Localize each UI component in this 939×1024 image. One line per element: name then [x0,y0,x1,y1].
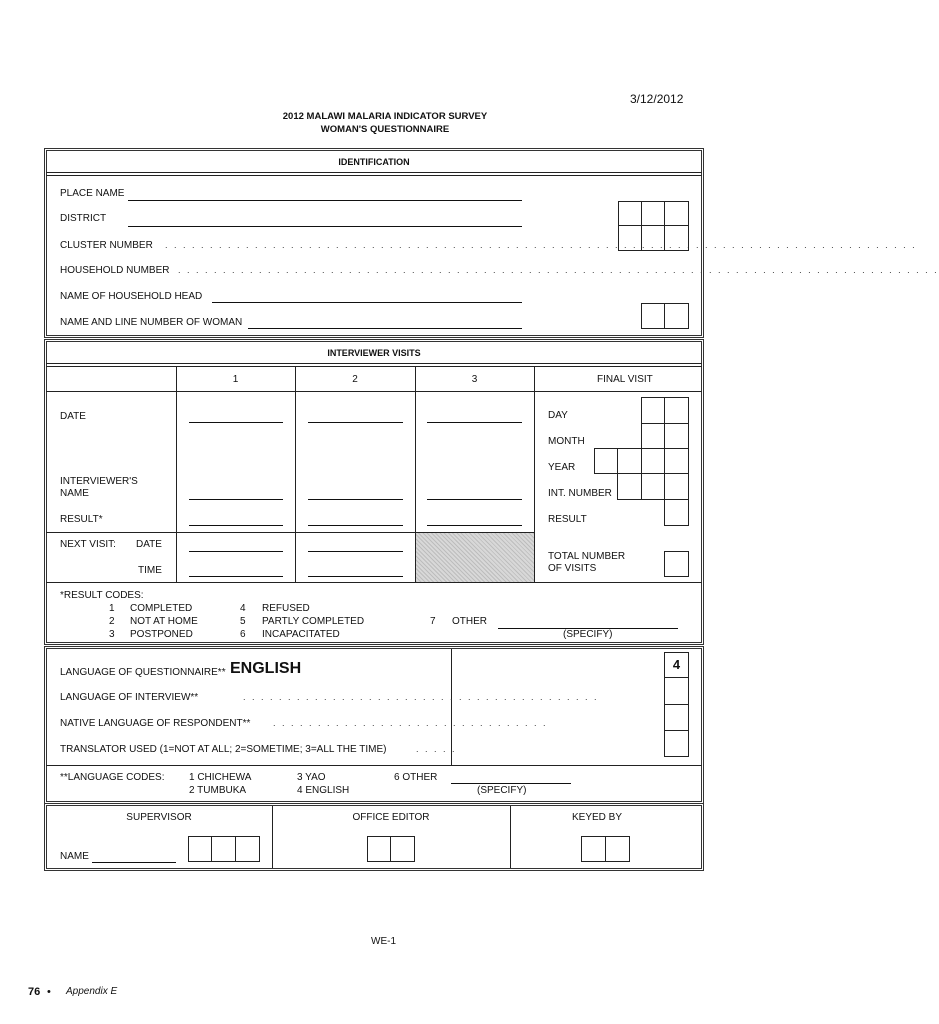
questionnaire-language-value: ENGLISH [230,660,302,677]
native-language-code-box[interactable] [664,704,689,731]
total-visits-label: TOTAL NUMBER OF VISITS [548,551,626,574]
native-language-leader: . . . . . . . . . . . . . . . . . . . . . . . . . . . . . . . [273,718,548,728]
visit3-next-visit-shaded [416,533,534,582]
footer-bullet: • [47,986,51,998]
visit2-next-date-field[interactable] [308,551,403,552]
district-code-box-1[interactable] [618,201,642,226]
final-visit-col: FINAL VISIT [597,374,653,385]
int-number-box-3[interactable] [664,473,689,500]
questionnaire-language-code-box[interactable]: 4 [664,652,689,678]
household-number-label: HOUSEHOLD NUMBER [60,265,170,276]
int-number-box-1[interactable] [617,473,642,500]
translator-used-code-box[interactable] [664,730,689,757]
language-code-6: 6 OTHER [394,772,438,783]
visit2-date-field[interactable] [308,422,403,423]
language-code-1: 1 CHICHEWA [189,772,252,783]
supervisor-code-box-2[interactable] [211,836,236,862]
result-specify-label: (SPECIFY) [563,629,613,640]
result-code-3: 3 POSTPONED [109,629,193,640]
visit1-interviewer-field[interactable] [189,499,283,500]
cluster-number-label: CLUSTER NUMBER [60,240,153,251]
month-box-2[interactable] [664,423,689,449]
next-visit-time-label: TIME [138,565,162,576]
visit1-date-field[interactable] [189,422,283,423]
keyed-by-code-box-1[interactable] [581,836,606,862]
visit1-next-time-field[interactable] [189,576,283,577]
native-language-label: NATIVE LANGUAGE OF RESPONDENT** [60,718,251,729]
supervisor-heading: SUPERVISOR [126,812,192,823]
language-code-3: 3 YAO [297,772,326,783]
supervisor-code-box-3[interactable] [235,836,260,862]
district-code-box-2[interactable] [641,201,665,226]
language-other-specify-field[interactable] [451,783,571,784]
result-code-1: 1 COMPLETED [109,603,193,614]
date-row-label: DATE [60,411,86,422]
language-specify-label: (SPECIFY) [477,785,527,796]
visit1-result-field[interactable] [189,525,283,526]
cluster-number-leader: . . . . . . . . . . . . . . . . . . . . . . . . . . . . . . . . . . . . . . . . . . . . . . . . . . . . . . . . . . . . . . . . . . . . . . . . . . . . . . . . . . . . [165,240,917,250]
language-code-2: 2 TUMBUKA [189,785,247,796]
supervisor-code-box-1[interactable] [188,836,212,862]
visit-col-1: 1 [232,374,239,385]
office-editor-code-box-2[interactable] [390,836,415,862]
woman-name-field[interactable] [248,328,522,329]
result-code-4: 4 REFUSED [240,603,310,614]
district-field[interactable] [128,226,522,227]
final-result-box[interactable] [664,499,689,526]
page-code: WE-1 [371,936,396,947]
visit3-result-field[interactable] [427,525,522,526]
keyed-by-code-box-2[interactable] [605,836,630,862]
household-number-leader: . . . . . . . . . . . . . . . . . . . . . . . . . . . . . . . . . . . . . . . . . . . . . . . . . . . . . . . . . . . . . . . . . . . . . . . . . . . . . . . . . . . . . [178,265,939,275]
place-name-label: PLACE NAME [60,188,125,199]
year-box-1[interactable] [594,448,618,474]
day-label: DAY [548,410,568,421]
woman-line-box-2[interactable] [664,303,689,329]
household-head-label: NAME OF HOUSEHOLD HEAD [60,291,203,302]
questionnaire-title: WOMAN'S QUESTIONNAIRE [320,124,450,135]
visit3-date-field[interactable] [427,422,522,423]
int-number-label: INT. NUMBER [548,488,612,499]
translator-used-leader: . . . . . [416,744,457,754]
interview-language-leader: . . . . . . . . . . . . . . . . . . . . . . . . . . . . . . . . . . . . . . . . [243,692,599,702]
keyed-by-heading: KEYED BY [571,812,623,823]
visit2-interviewer-field[interactable] [308,499,403,500]
translator-used-label: TRANSLATOR USED (1=NOT AT ALL; 2=SOMETIME; 3=ALL THE TIME) [60,744,387,755]
household-head-field[interactable] [212,302,522,303]
office-editor-heading: OFFICE EDITOR [352,812,430,823]
office-editor-code-box-1[interactable] [367,836,391,862]
appendix-label: Appendix E [66,986,118,997]
language-code-4: 4 ENGLISH [297,785,350,796]
visit3-interviewer-field[interactable] [427,499,522,500]
result-code-5: 5 PARTLY COMPLETED [240,616,365,627]
woman-name-line-label: NAME AND LINE NUMBER OF WOMAN [60,317,243,328]
visits-heading: INTERVIEWER VISITS [327,348,421,358]
supervisor-name-field[interactable] [92,862,176,863]
cluster-code-box-1[interactable] [618,225,642,251]
interviewer-name-label: INTERVIEWER'S NAME [60,476,138,499]
date-label: 3/12/2012 [630,92,684,106]
result-row-label: RESULT* [60,514,103,525]
result-code-2: 2 NOT AT HOME [109,616,198,627]
month-box-1[interactable] [641,423,665,449]
interview-language-code-box[interactable] [664,677,689,705]
year-box-2[interactable] [617,448,642,474]
result-code-7: 7 OTHER [430,616,487,627]
visit2-result-field[interactable] [308,525,403,526]
visit-col-2: 2 [352,374,358,385]
year-box-4[interactable] [664,448,689,474]
cluster-code-box-2[interactable] [641,225,665,251]
supervisor-name-label: NAME [60,851,89,862]
int-number-box-2[interactable] [641,473,665,500]
total-visits-box[interactable] [664,551,689,577]
day-box-2[interactable] [664,397,689,424]
district-code-box-3[interactable] [664,201,689,226]
page-number: 76 [28,986,41,998]
visit-col-3: 3 [471,374,478,385]
visit2-next-time-field[interactable] [308,576,403,577]
next-visit-date-label: DATE [136,539,162,550]
year-label: YEAR [548,462,576,473]
result-codes-heading: *RESULT CODES: [60,590,144,601]
result-code-6: 6 INCAPACITATED [240,629,340,640]
identification-heading: IDENTIFICATION [338,157,410,167]
month-label: MONTH [548,436,585,447]
woman-line-box-1[interactable] [641,303,665,329]
survey-title: 2012 MALAWI MALARIA INDICATOR SURVEY [282,111,488,122]
interview-language-label: LANGUAGE OF INTERVIEW** [60,692,199,703]
cluster-code-box-3[interactable] [664,225,689,251]
year-box-3[interactable] [641,448,665,474]
place-name-field[interactable] [128,200,522,201]
visit1-next-date-field[interactable] [189,551,283,552]
final-result-label: RESULT [548,514,587,525]
language-codes-heading: **LANGUAGE CODES: [60,772,165,783]
next-visit-label: NEXT VISIT: [60,539,116,550]
district-label: DISTRICT [60,213,107,224]
questionnaire-language-label: LANGUAGE OF QUESTIONNAIRE** [60,667,226,678]
day-box-1[interactable] [641,397,665,424]
